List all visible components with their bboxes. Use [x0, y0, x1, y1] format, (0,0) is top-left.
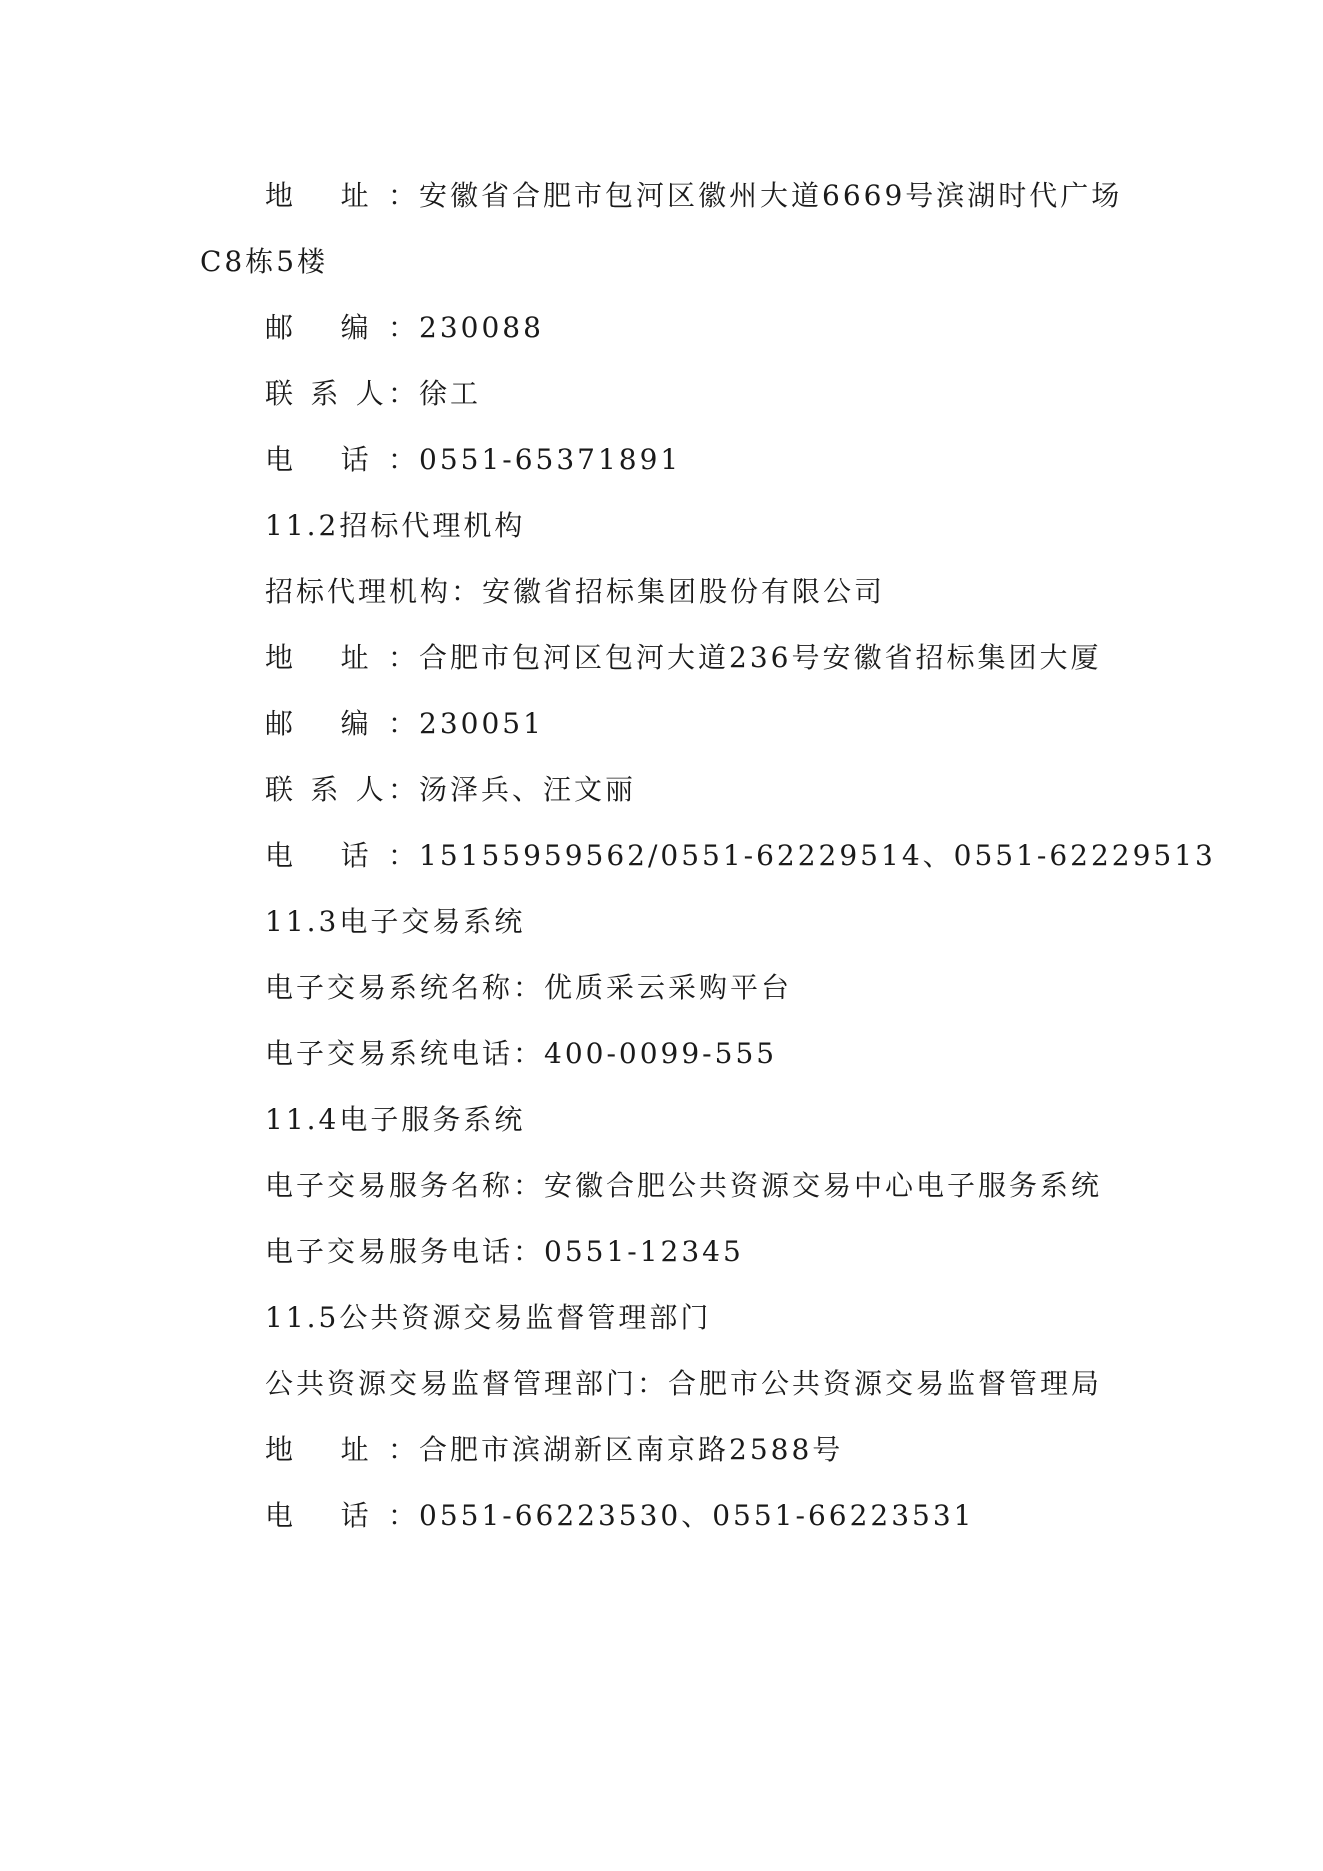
section-heading-11-4 [265, 1100, 525, 1140]
field-value: 230088 [419, 311, 544, 344]
section-title: 11.5公共资源交易监督管理部门 [265, 1301, 712, 1334]
field-label: 联 系 人： [265, 377, 419, 410]
field-label: 电子交易系统电话： [265, 1037, 545, 1070]
text-line-phone-1 [265, 440, 681, 480]
text-line-postcode-2 [265, 704, 544, 744]
field-label: 地 址： [265, 641, 419, 674]
field-value: 合肥市滨湖新区南京路2588号 [419, 1433, 844, 1466]
field-value: 0551-66223530、0551-66223531 [419, 1499, 975, 1532]
text-line-contact-2 [265, 770, 636, 810]
field-value: 合肥市公共资源交易监督管理局 [668, 1367, 1103, 1400]
field-value: 安徽合肥公共资源交易中心电子服务系统 [544, 1169, 1103, 1202]
field-label: 电 话： [265, 443, 419, 476]
section-heading-11-2 [265, 506, 525, 546]
field-value: 230051 [419, 707, 544, 740]
section-title: 11.4电子服务系统 [265, 1103, 526, 1136]
text-line-address-1-cont [200, 242, 328, 282]
field-label: 公共资源交易监督管理部门： [265, 1367, 669, 1400]
field-value: 0551-12345 [544, 1235, 744, 1268]
text-line-phone-2 [265, 836, 1216, 876]
text-line-address-2 [265, 638, 1101, 678]
text-line-agency [265, 572, 885, 612]
text-line-eservice-phone [265, 1232, 744, 1272]
field-label: 邮 编： [265, 311, 419, 344]
field-label: 电子交易服务名称： [265, 1169, 545, 1202]
field-label: 联 系 人： [265, 773, 419, 806]
text-line-address-3 [265, 1430, 843, 1470]
section-title: 11.3电子交易系统 [265, 905, 526, 938]
text-line-eservice-name [265, 1166, 1102, 1206]
section-heading-11-3 [265, 902, 525, 942]
text-line-postcode-1 [265, 308, 544, 348]
field-label: 电子交易服务电话： [265, 1235, 545, 1268]
field-value: 400-0099-555 [544, 1037, 778, 1070]
field-label: 招标代理机构： [265, 575, 483, 608]
section-heading-11-5 [265, 1298, 711, 1338]
field-value: C8栋5楼 [200, 245, 329, 278]
field-label: 地 址： [265, 1433, 419, 1466]
field-value: 安徽省招标集团股份有限公司 [482, 575, 886, 608]
field-value: 0551-65371891 [419, 443, 682, 476]
field-label: 地 址： [265, 179, 419, 212]
text-line-etrade-phone [265, 1034, 777, 1074]
field-value: 优质采云采购平台 [544, 971, 793, 1004]
section-title: 11.2招标代理机构 [265, 509, 526, 542]
field-value: 15155959562/0551-62229514、0551-62229513 [419, 839, 1216, 872]
text-line-phone-3 [265, 1496, 974, 1536]
text-line-address-1 [265, 176, 1122, 216]
field-value: 徐工 [419, 377, 482, 410]
field-label: 电 话： [265, 839, 419, 872]
field-value: 安徽省合肥市包河区徽州大道6669号滨湖时代广场 [419, 179, 1123, 212]
field-label: 邮 编： [265, 707, 419, 740]
text-line-etrade-name [265, 968, 792, 1008]
field-label: 电 话： [265, 1499, 419, 1532]
field-label: 电子交易系统名称： [265, 971, 545, 1004]
field-value: 合肥市包河区包河大道236号安徽省招标集团大厦 [419, 641, 1102, 674]
text-line-contact-1 [265, 374, 481, 414]
text-line-supervision-dept [265, 1364, 1102, 1404]
field-value: 汤泽兵、汪文丽 [419, 773, 637, 806]
